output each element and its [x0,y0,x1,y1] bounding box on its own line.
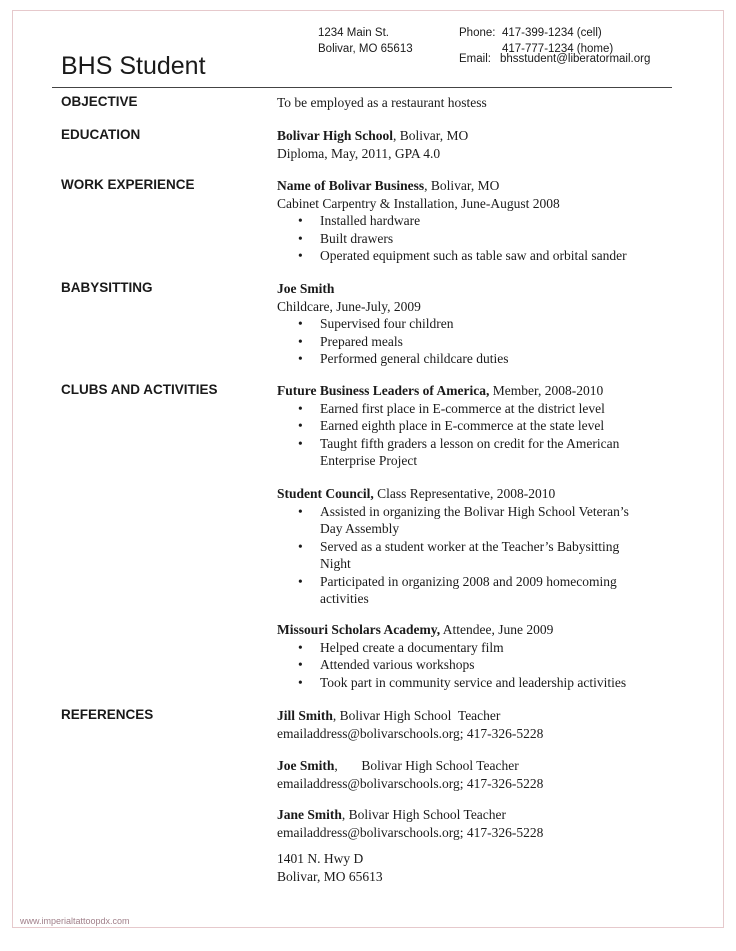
school-name: Bolivar High School [277,128,394,143]
list-item: • Earned eighth place in E-commerce at the state level [277,417,619,435]
reference-1 [277,707,543,742]
org3-line [277,621,626,639]
school-location: , Bolivar, MO [393,128,469,143]
ref3-title: , Bolivar High School Teacher [341,807,507,822]
org2-bullets [277,503,629,521]
reference-2 [277,757,543,792]
babysitting-block [277,280,509,368]
phone-cell: 417-399-1234 (cell) [502,27,602,39]
ref-address-line-1: 1401 N. Hwy D [277,851,364,866]
org2-line [277,485,629,503]
clubs-org3-block [277,621,626,691]
ref3-contact: emailaddress@bolivarschools.org; 417-326-5228 [277,824,544,840]
header-divider [52,87,672,88]
babysitting-employer-name: Joe Smith [277,281,335,296]
ref1-contact: emailaddress@bolivarschools.org; 417-326-5228 [277,725,544,741]
babysitting-heading: BABYSITTING [61,280,153,295]
address-line-2: Bolivar, MO 65613 [318,43,413,55]
list-item: • Installed hardware [277,212,627,230]
org3-bullets [277,639,626,692]
work-detail: Cabinet Carpentry & Installation, June-August 2008 [277,195,560,211]
education-heading: EDUCATION [61,127,141,142]
ref1-title: , Bolivar High School Teacher [332,708,501,723]
ref3-name: Jane Smith [277,807,342,822]
list-item: • Supervised four children [277,315,509,333]
org1-line [277,382,619,400]
email-row [459,53,650,65]
clubs-org1-block [277,382,619,470]
ref2-name: Joe Smith [277,758,335,773]
babysitting-employer [277,280,509,298]
org1-continuation: Enterprise Project [320,453,418,468]
education-block [277,127,468,162]
org2-bullets-3 [277,573,629,591]
ref2-title: , Bolivar High School Teacher [334,758,519,773]
work-employer: Name of Bolivar Business [277,178,425,193]
list-item: • Served as a student worker at the Teacher’s Babysitting [277,538,629,556]
work-block [277,177,627,265]
org2-bullets-2 [277,538,629,556]
objective-text: To be employed as a restaurant hostess [277,95,487,110]
org2-role: Class Representative, 2008-2010 [373,486,556,501]
list-item: • Assisted in organizing the Bolivar High School Veteran’s [277,503,629,521]
reference-3 [277,806,543,841]
ref2-contact: emailaddress@bolivarschools.org; 417-326-5228 [277,775,544,791]
org2-b2-continuation: Night [320,556,351,571]
phone-label: Phone: [459,27,496,39]
ref1-line [277,707,543,725]
clubs-heading: CLUBS AND ACTIVITIES [61,382,218,397]
org2-b3-continuation: activities [320,591,369,606]
objective-heading: OBJECTIVE [61,94,138,109]
list-item: • Earned first place in E-commerce at the district level [277,400,619,418]
org1-name: Future Business Leaders of America, [277,383,490,398]
education-school-line [277,127,468,145]
list-item: • Operated equipment such as table saw and orbital sander [277,247,627,265]
list-item: • Participated in organizing 2008 and 2009 homecoming [277,573,629,591]
watermark: www.imperialtattoopdx.com [20,916,130,926]
org1-bullets [277,400,619,453]
list-item: • Prepared meals [277,333,509,351]
babysitting-bullets [277,315,509,368]
list-item: • Took part in community service and leadership activities [277,674,626,692]
org3-name: Missouri Scholars Academy, [277,622,441,637]
babysitting-detail: Childcare, June-July, 2009 [277,298,421,314]
work-employer-line [277,177,627,195]
org3-role: Attendee, June 2009 [440,622,554,637]
ref-address-line-2: Bolivar, MO 65613 [277,868,383,884]
address-block [318,25,413,57]
candidate-name: BHS Student [61,52,206,80]
work-bullets [277,212,627,265]
list-item: • Attended various workshops [277,656,626,674]
reference-address [277,850,383,885]
list-item: • Helped create a documentary film [277,639,626,657]
address-line-1: 1234 Main St. [318,27,389,39]
ref3-line [277,806,543,824]
clubs-org2-block [277,485,629,608]
email-value: bhsstudent@liberatormail.org [499,53,651,65]
list-item: • Built drawers [277,230,627,248]
objective-block [277,94,487,112]
references-heading: REFERENCES [61,707,154,722]
list-item: • Performed general childcare duties [277,350,509,368]
phone-home: 417-777-1234 (home) [502,43,614,55]
org2-b1-continuation: Day Assembly [320,521,400,536]
work-location: , Bolivar, MO [424,178,500,193]
ref1-name: Jill Smith [277,708,333,723]
org2-name: Student Council, [277,486,374,501]
education-detail: Diploma, May, 2011, GPA 4.0 [277,145,441,161]
ref2-line [277,757,543,775]
list-item: • Taught fifth graders a lesson on credit for the American [277,435,619,453]
work-heading: WORK EXPERIENCE [61,177,195,192]
email-label: Email: [459,53,491,65]
org1-role: Member, 2008-2010 [489,383,604,398]
